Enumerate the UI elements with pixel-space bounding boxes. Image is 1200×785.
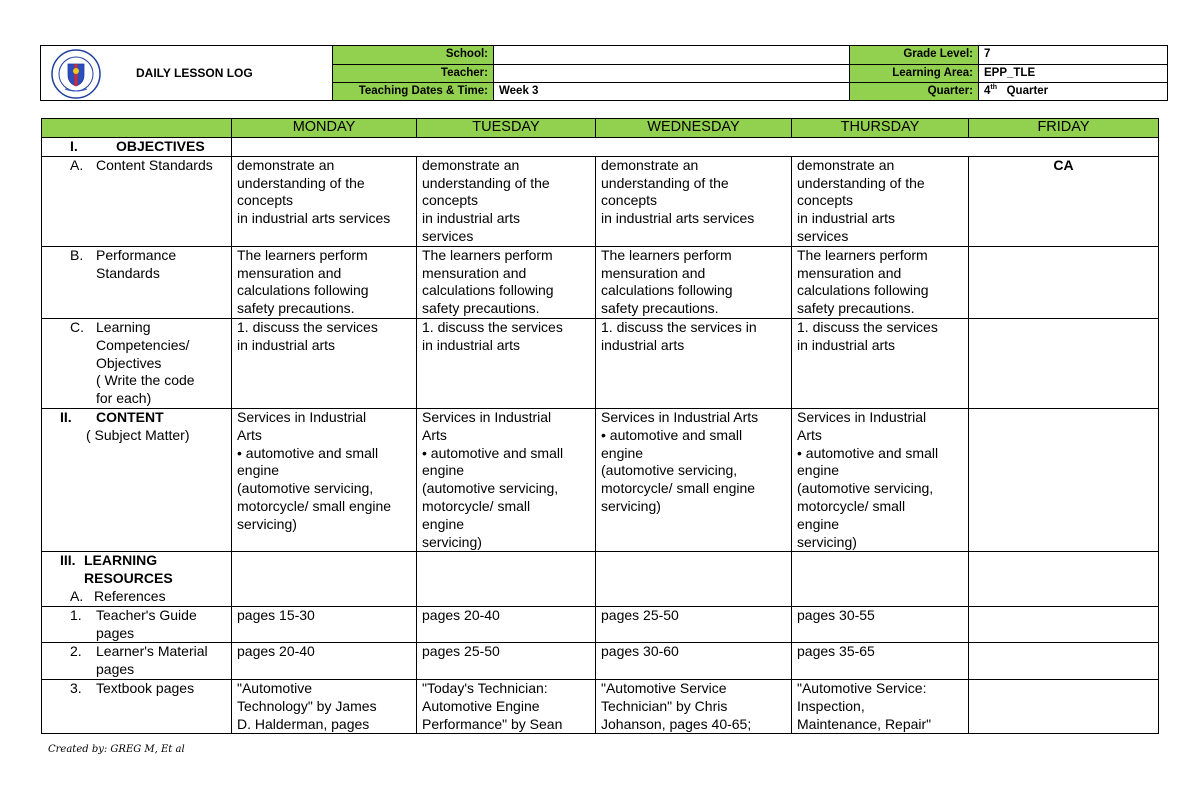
teachers-guide-label: 1. Teacher's Guide pages <box>42 606 232 643</box>
learning-area-field[interactable]: EPP_TLE <box>984 67 1036 79</box>
corner-cell <box>42 119 232 138</box>
content-tuesday: Services in Industrial Arts • automotive and small engine (automotive servicing, motorcycle/ small engine servicing) <box>417 408 596 551</box>
learning-competencies-label: C. Learning Competencies/ Objectives ( Write the code for each) <box>42 318 232 408</box>
teacher-label: Teacher: <box>333 65 493 82</box>
learners-material-label: 2. Learner's Material pages <box>42 643 232 680</box>
textbook-label: 3. Textbook pages <box>42 679 232 733</box>
teacher-field[interactable] <box>494 65 849 82</box>
learning-competencies-friday <box>969 318 1159 408</box>
school-field[interactable] <box>494 46 849 64</box>
learning-competencies-tuesday: 1. discuss the services in industrial arts <box>417 318 596 408</box>
textbook-thursday: "Automotive Service: Inspection, Maintenance, Repair" <box>792 679 969 733</box>
teachers-guide-wednesday: pages 25-50 <box>596 606 792 643</box>
learning-area-label: Learning Area: <box>850 65 978 82</box>
learners-material-monday: pages 20-40 <box>232 643 417 680</box>
content-thursday: Services in Industrial Arts • automotive and small engine (automotive servicing, motorcycle/ small engine servicing) <box>792 408 969 551</box>
days-header-row <box>42 119 1159 138</box>
learners-material-wednesday: pages 30-60 <box>596 643 792 680</box>
content-standards-row <box>42 156 1159 246</box>
learning-competencies-wednesday: 1. discuss the services in industrial arts <box>596 318 792 408</box>
content-standards-friday: CA <box>969 156 1159 246</box>
learning-competencies-row <box>42 318 1159 408</box>
learners-material-row <box>42 643 1159 680</box>
document-title: DAILY LESSON LOG <box>136 66 253 80</box>
content-standards-label: A. Content Standards <box>42 156 232 246</box>
content-friday <box>969 408 1159 551</box>
performance-standards-tuesday: The learners perform mensuration and calculations following safety precautions. <box>417 246 596 318</box>
grade-level-field[interactable]: 7 <box>984 48 991 60</box>
textbook-friday <box>969 679 1159 733</box>
content-standards-thursday: demonstrate an understanding of the concepts in industrial arts services <box>792 156 969 246</box>
deped-seal-icon <box>51 49 101 99</box>
content-wednesday: Services in Industrial Arts • automotive and small engine (automotive servicing, motorcycle/ small engine servicing) <box>596 408 792 551</box>
performance-standards-label: B. Performance Standards <box>42 246 232 318</box>
content-standards-wednesday: demonstrate an understanding of the concepts in industrial arts services <box>596 156 792 246</box>
learning-competencies-monday: 1. discuss the services in industrial arts <box>232 318 417 408</box>
resources-wednesday <box>596 552 792 606</box>
school-label: School: <box>333 46 493 64</box>
learning-competencies-thursday: 1. discuss the services in industrial arts <box>792 318 969 408</box>
quarter-field[interactable]: 4th Quarter <box>984 84 1049 97</box>
objectives-heading: I. OBJECTIVES <box>42 138 232 157</box>
day-header-thursday: THURSDAY <box>792 119 969 138</box>
content-standards-monday: demonstrate an understanding of the concepts in industrial arts services <box>232 156 417 246</box>
teachers-guide-monday: pages 15-30 <box>232 606 417 643</box>
teachers-guide-tuesday: pages 20-40 <box>417 606 596 643</box>
teachers-guide-friday <box>969 606 1159 643</box>
textbook-row <box>42 679 1159 733</box>
objectives-row <box>42 138 1159 157</box>
resources-tuesday <box>417 552 596 606</box>
teaching-dates-field[interactable]: Week 3 <box>499 85 539 97</box>
day-header-monday: MONDAY <box>232 119 417 138</box>
learners-material-thursday: pages 35-65 <box>792 643 969 680</box>
performance-standards-thursday: The learners perform mensuration and calculations following safety precautions. <box>792 246 969 318</box>
content-row <box>42 408 1159 551</box>
day-header-wednesday: WEDNESDAY <box>596 119 792 138</box>
resources-thursday <box>792 552 969 606</box>
learners-material-tuesday: pages 25-50 <box>417 643 596 680</box>
textbook-wednesday: "Automotive Service Technician" by Chris Johanson, pages 40-65; <box>596 679 792 733</box>
learning-resources-row <box>42 552 1159 606</box>
content-monday: Services in Industrial Arts • automotive and small engine (automotive servicing, motorcycle/ small engine servicing) <box>232 408 417 551</box>
performance-standards-row <box>42 246 1159 318</box>
day-header-friday: FRIDAY <box>969 119 1159 138</box>
resources-monday <box>232 552 417 606</box>
objectives-blank <box>232 138 1159 157</box>
performance-standards-friday <box>969 246 1159 318</box>
teachers-guide-row <box>42 606 1159 643</box>
content-label: II. CONTENT ( Subject Matter) <box>42 408 232 551</box>
quarter-label: Quarter: <box>850 83 978 100</box>
content-standards-tuesday: demonstrate an understanding of the concepts in industrial arts services <box>417 156 596 246</box>
footer-credit: Created by: GREG M, Et al <box>48 744 185 755</box>
lesson-log-header <box>40 45 1168 101</box>
textbook-tuesday: "Today's Technician: Automotive Engine Performance" by Sean <box>417 679 596 733</box>
day-header-tuesday: TUESDAY <box>417 119 596 138</box>
teaching-dates-label: Teaching Dates & Time: <box>333 83 493 100</box>
learning-resources-label: III. LEARNING RESOURCES A. References <box>42 552 232 606</box>
teachers-guide-thursday: pages 30-55 <box>792 606 969 643</box>
performance-standards-monday: The learners perform mensuration and calculations following safety precautions. <box>232 246 417 318</box>
grade-level-label: Grade Level: <box>850 46 978 64</box>
learners-material-friday <box>969 643 1159 680</box>
resources-friday <box>969 552 1159 606</box>
lesson-log-table <box>41 118 1159 734</box>
textbook-monday: "Automotive Technology" by James D. Halderman, pages <box>232 679 417 733</box>
performance-standards-wednesday: The learners perform mensuration and calculations following safety precautions. <box>596 246 792 318</box>
